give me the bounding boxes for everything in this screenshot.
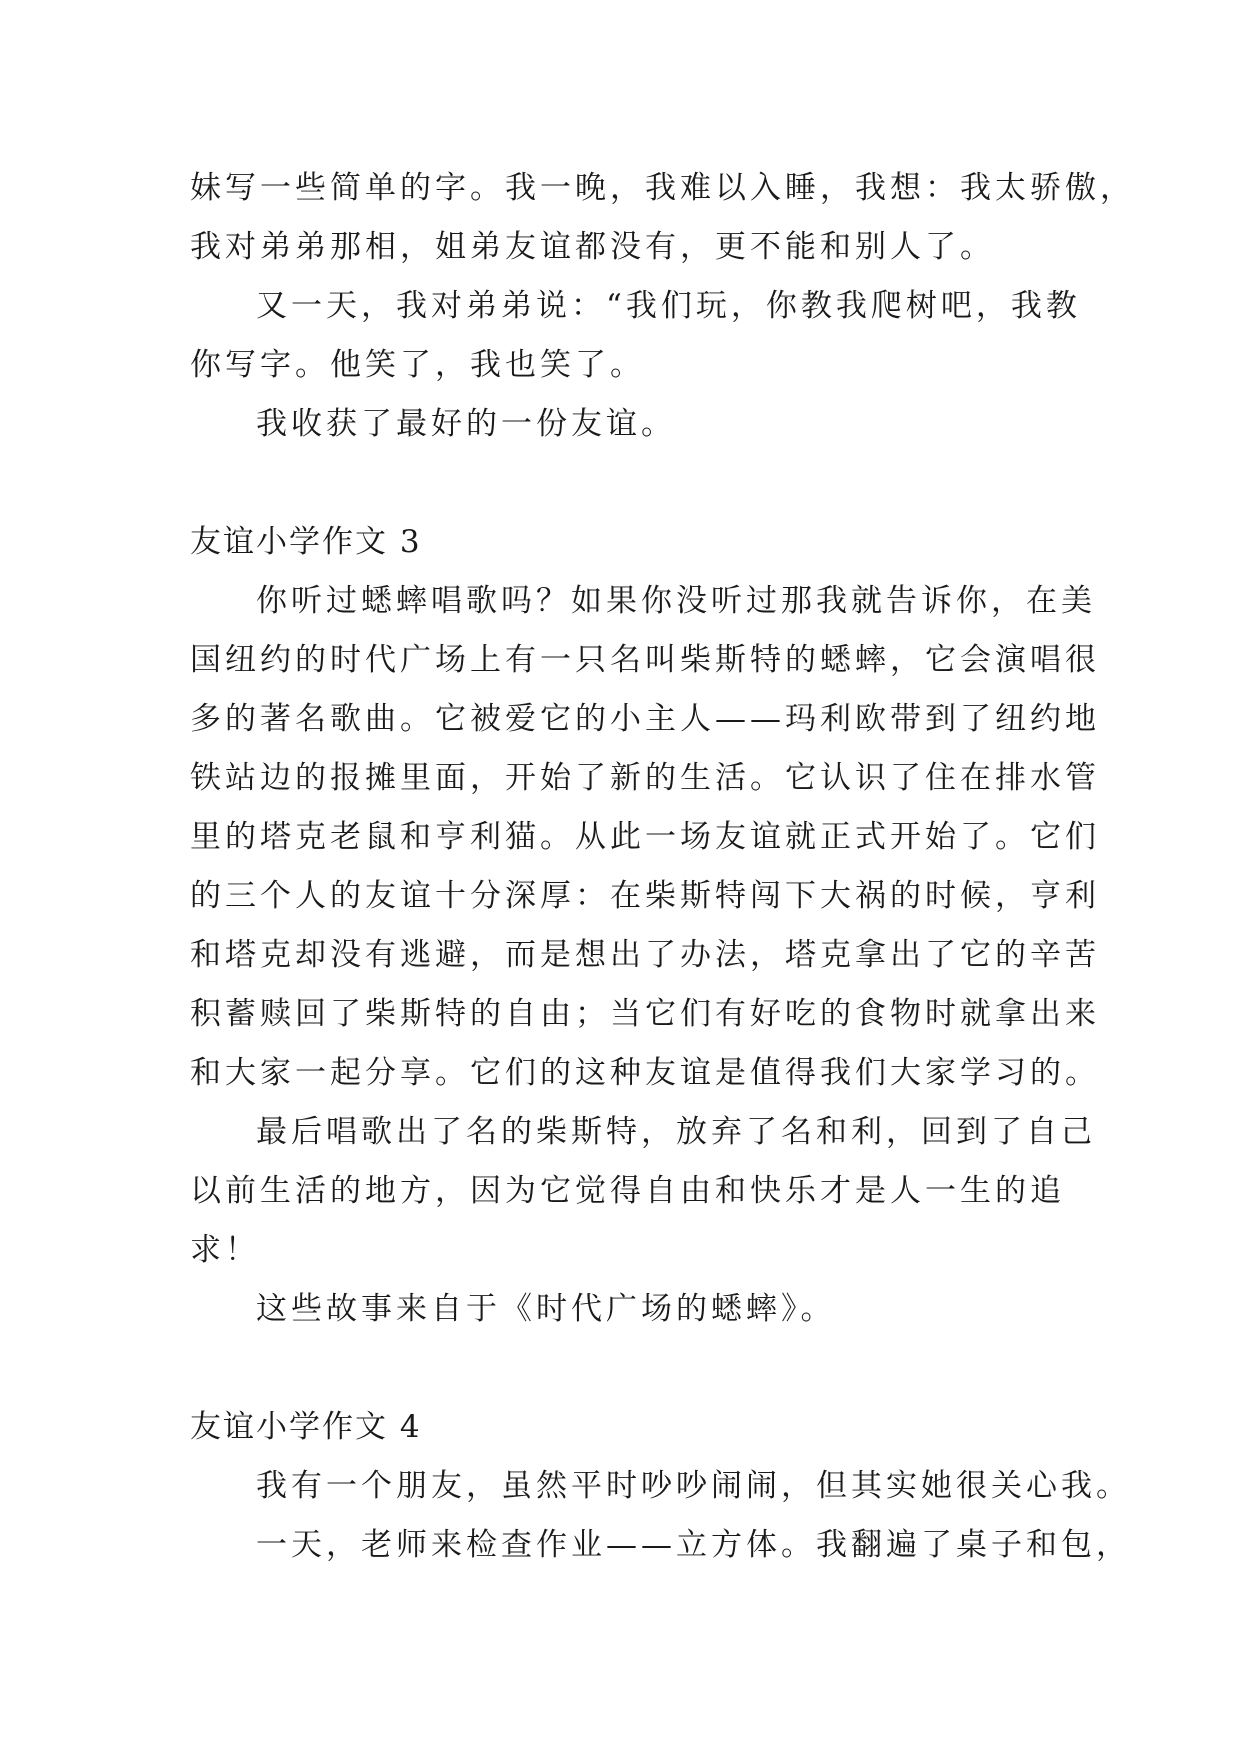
text-line: 铁站边的报摊里面，开始了新的生活。它认识了住在排水管 xyxy=(190,760,1100,796)
text-line: 和塔克却没有逃避，而是想出了办法，塔克拿出了它的辛苦 xyxy=(190,937,1100,973)
text-line: 多的著名歌曲。它被爱它的小主人——玛利欧带到了纽约地 xyxy=(190,701,1100,737)
text-line: 和大家一起分享。它们的这种友谊是值得我们大家学习的。 xyxy=(190,1055,1100,1091)
text-line: 求！ xyxy=(190,1232,260,1268)
text-line: 你写字。他笑了，我也笑了。 xyxy=(190,347,645,383)
text-line: 我收获了最好的一份友谊。 xyxy=(256,406,676,442)
text-line: 国纽约的时代广场上有一只名叫柴斯特的蟋蟀，它会演唱很 xyxy=(190,642,1100,678)
text-line: 的三个人的友谊十分深厚：在柴斯特闯下大祸的时候，亨利 xyxy=(190,878,1100,914)
text-line: 妹写一些简单的字。我一晚，我难以入睡，我想：我太骄傲， xyxy=(190,170,1135,206)
text-line: 这些故事来自于《时代广场的蟋蟀》。 xyxy=(256,1291,836,1327)
text-line: 一天，老师来检查作业——立方体。我翻遍了桌子和包， xyxy=(256,1527,1131,1563)
text-line: 又一天，我对弟弟说：“我们玩，你教我爬树吧，我教 xyxy=(256,288,1081,324)
text-line: 你听过蟋蟀唱歌吗？如果你没听过那我就告诉你，在美 xyxy=(256,583,1096,619)
section-heading: 友谊小学作文 3 xyxy=(190,524,422,560)
text-line: 积蓄赎回了柴斯特的自由；当它们有好吃的食物时就拿出来 xyxy=(190,996,1100,1032)
text-line: 我对弟弟那相，姐弟友谊都没有，更不能和别人了。 xyxy=(190,229,995,265)
text-line: 最后唱歌出了名的柴斯特，放弃了名和利，回到了自己 xyxy=(256,1114,1096,1150)
text-line: 里的塔克老鼠和亨利猫。从此一场友谊就正式开始了。它们 xyxy=(190,819,1100,855)
text-line: 以前生活的地方，因为它觉得自由和快乐才是人一生的追 xyxy=(190,1173,1065,1209)
text-line: 我有一个朋友，虽然平时吵吵闹闹，但其实她很关心我。 xyxy=(256,1468,1131,1504)
section-heading: 友谊小学作文 4 xyxy=(190,1409,422,1445)
